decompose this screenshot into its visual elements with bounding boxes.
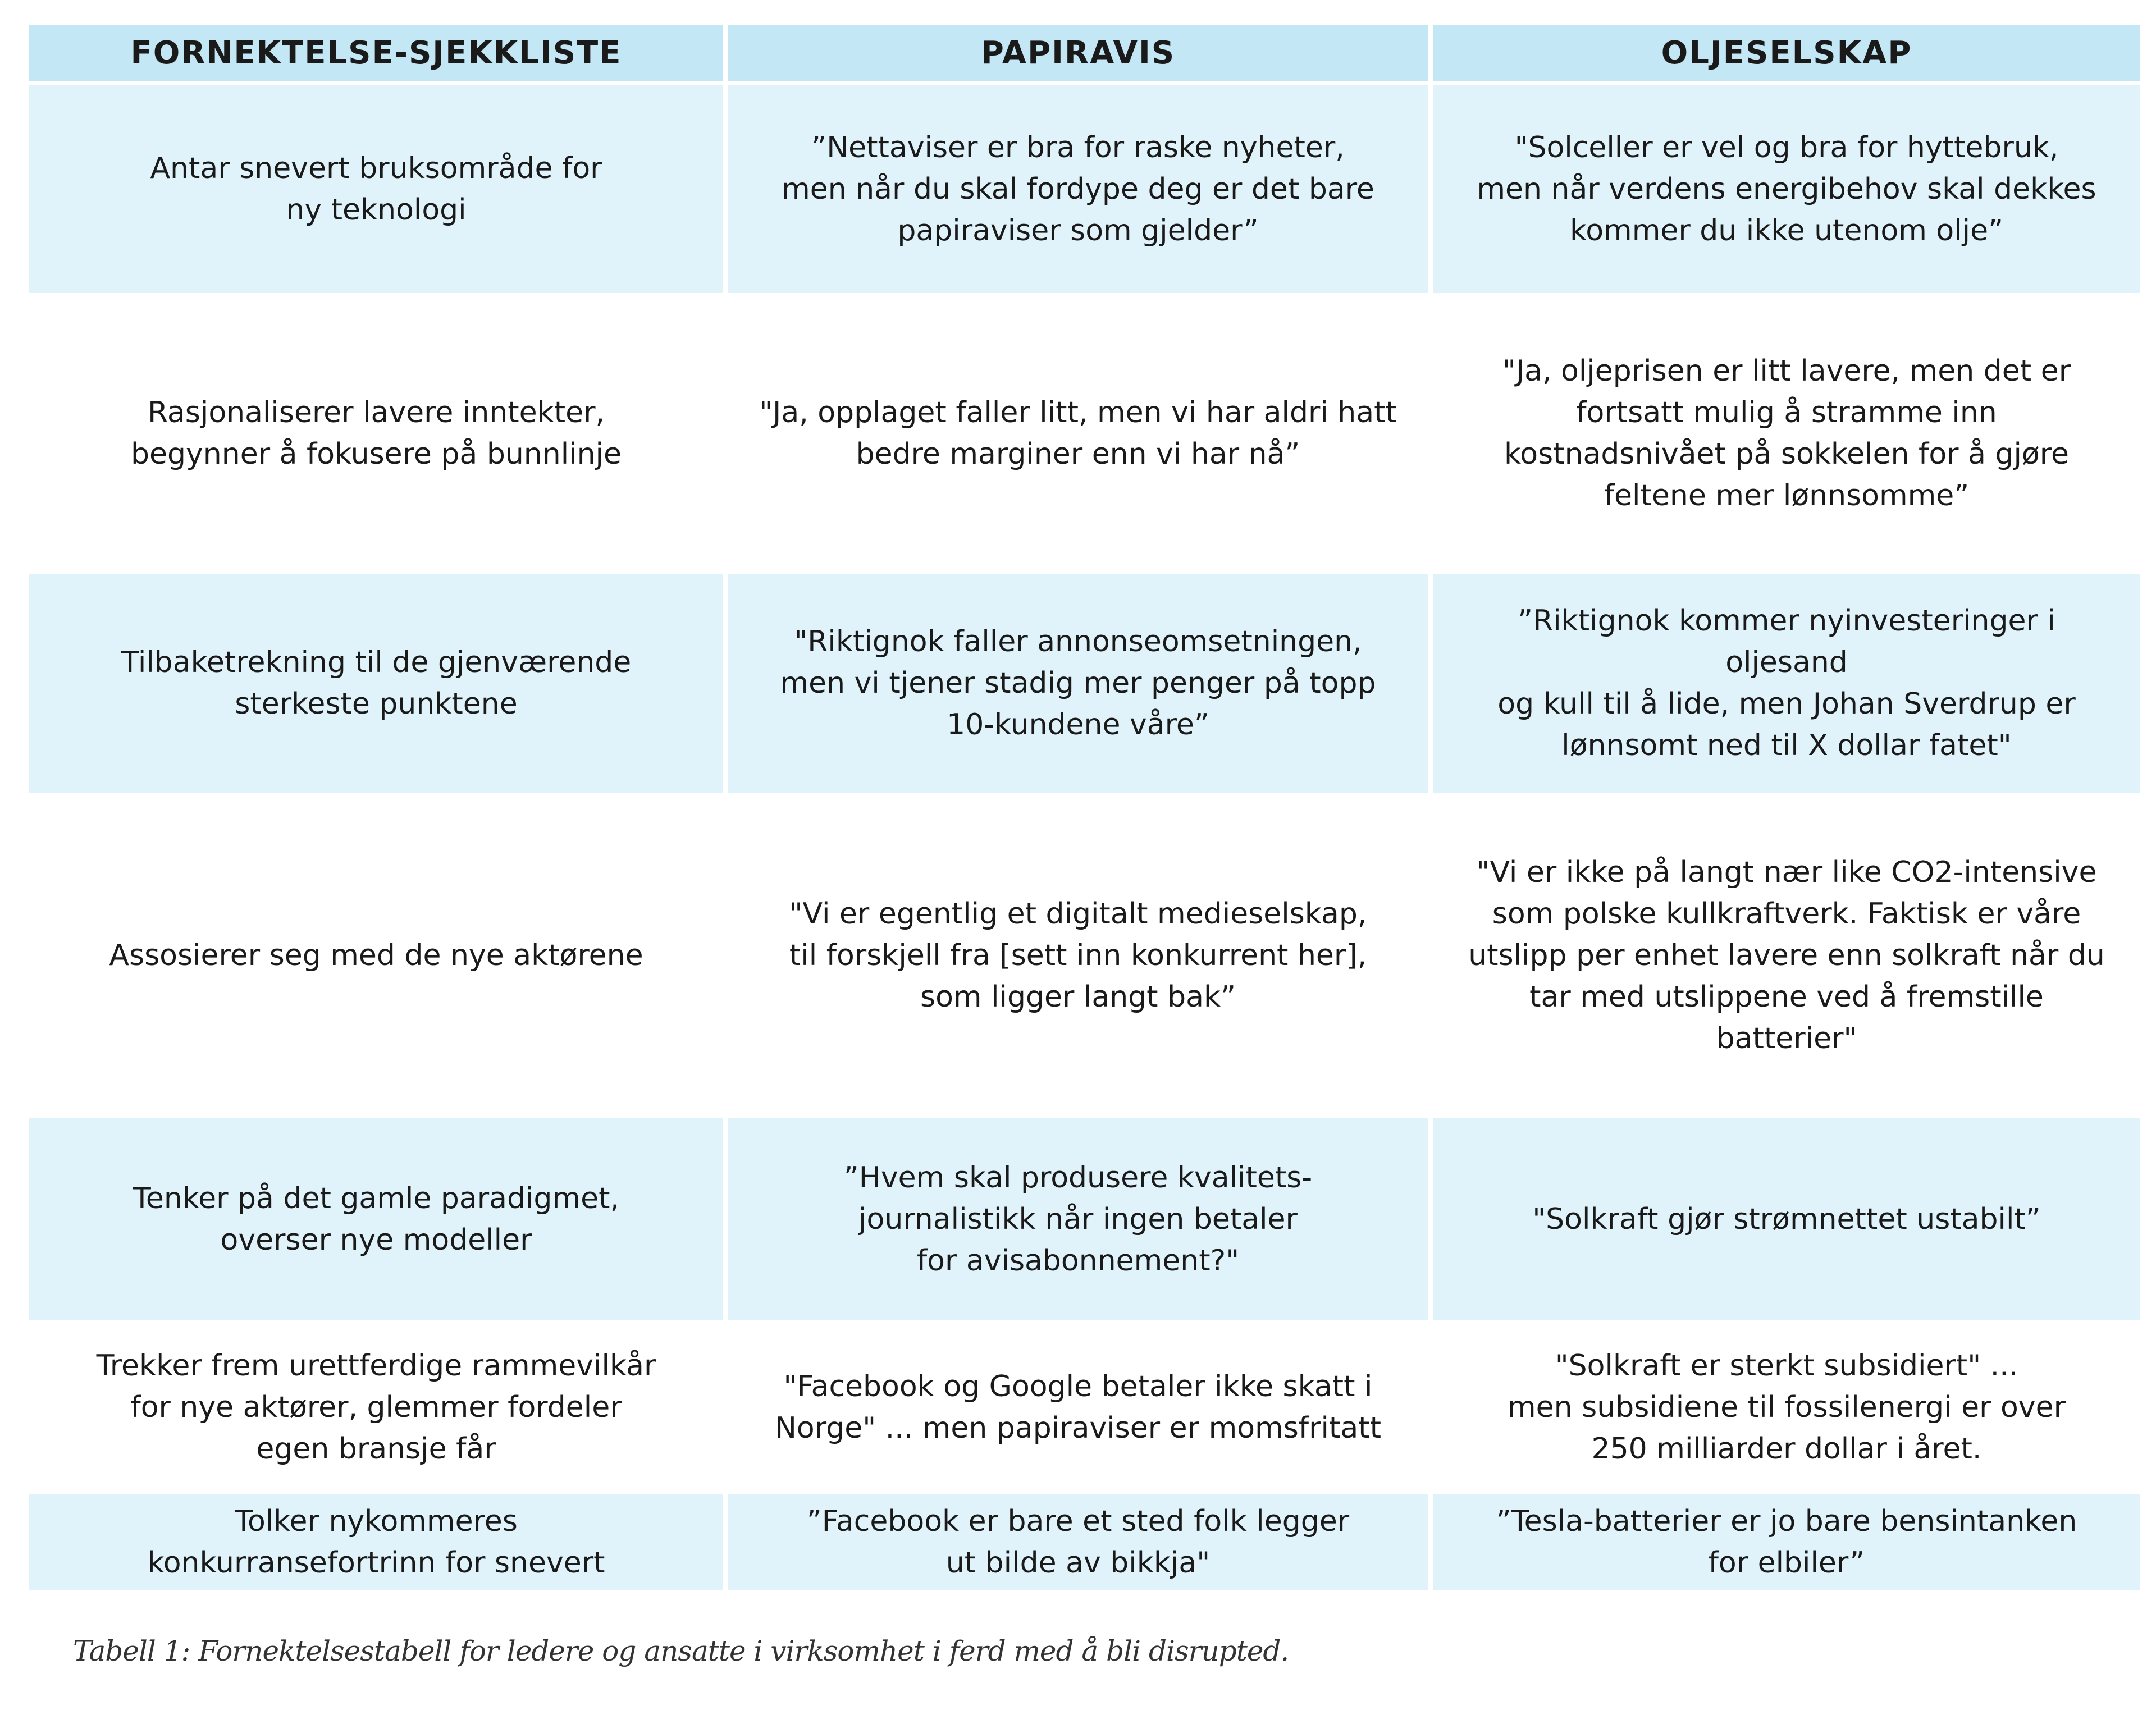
header-checklist: FORNEKTELSE-SJEKKLISTE — [29, 25, 723, 85]
checklist-cell: Trekker frem urettferdige rammevilkår for nye aktører, glemmer fordeler egen bransje får — [29, 1320, 723, 1494]
table-row — [29, 793, 2140, 1118]
checklist-cell: Tilbaketrekning til de gjenværende sterkeste punktene — [29, 574, 723, 793]
oil-cell: "Vi er ikke på langt nær like CO2-intensive som polske kullkraftverk. Faktisk er våre utslipp per enhet lavere enn solkraft når du tar med utslippene ved å fremstille batterier" — [1433, 793, 2140, 1118]
table-row — [29, 574, 2140, 793]
oil-cell: ”Riktignok kommer nyinvesteringer i oljesand og kull til å lide, men Johan Sverdrup er lønnsomt ned til X dollar fatet" — [1433, 574, 2140, 793]
checklist-cell: Tenker på det gamle paradigmet, overser nye modeller — [29, 1118, 723, 1320]
checklist-cell: Rasjonaliserer lavere inntekter, begynner å fokusere på bunnlinje — [29, 293, 723, 574]
header-oil-company: OLJESELSKAP — [1433, 25, 2140, 85]
newspaper-cell: ”Nettaviser er bra for raske nyheter, men når du skal fordype deg er det bare papiraviser som gjelder” — [728, 85, 1428, 293]
header-row — [29, 25, 2140, 85]
newspaper-cell: "Vi er egentlig et digitalt medieselskap, til forskjell fra [sett inn konkurrent her], som ligger langt bak” — [728, 793, 1428, 1118]
oil-cell: ”Tesla-batterier er jo bare bensintanken for elbiler” — [1433, 1494, 2140, 1590]
table-caption: Tabell 1: Fornektelsestabell for ledere og ansatte i virksomhet i ferd med å bli disrupted. — [73, 1635, 1289, 1667]
checklist-cell: Assosierer seg med de nye aktørene — [29, 793, 723, 1118]
table-row — [29, 293, 2140, 574]
header-newspaper: PAPIRAVIS — [728, 25, 1428, 85]
newspaper-cell: ”Hvem skal produsere kvalitets- journalistikk når ingen betaler for avisabonnement?" — [728, 1118, 1428, 1320]
newspaper-cell: ”Facebook er bare et sted folk legger ut bilde av bikkja" — [728, 1494, 1428, 1590]
denial-checklist-table — [25, 25, 2145, 1590]
newspaper-cell: "Riktignok faller annonseomsetningen, men vi tjener stadig mer penger på topp 10-kundene våre” — [728, 574, 1428, 793]
newspaper-cell: "Facebook og Google betaler ikke skatt i Norge" ... men papiraviser er momsfritatt — [728, 1320, 1428, 1494]
table-row — [29, 85, 2140, 293]
newspaper-cell: "Ja, opplaget faller litt, men vi har aldri hatt bedre marginer enn vi har nå” — [728, 293, 1428, 574]
oil-cell: "Solkraft er sterkt subsidiert" ... men subsidiene til fossilenergi er over 250 milliarder dollar i året. — [1433, 1320, 2140, 1494]
checklist-cell: Antar snevert bruksområde for ny teknologi — [29, 85, 723, 293]
table-row — [29, 1320, 2140, 1494]
table-row — [29, 1118, 2140, 1320]
checklist-cell: Tolker nykommeres konkurransefortrinn for snevert — [29, 1494, 723, 1590]
oil-cell: "Solceller er vel og bra for hyttebruk, men når verdens energibehov skal dekkes kommer du ikke utenom olje” — [1433, 85, 2140, 293]
oil-cell: "Solkraft gjør strømnettet ustabilt” — [1433, 1118, 2140, 1320]
table-row — [29, 1494, 2140, 1590]
oil-cell: "Ja, oljeprisen er litt lavere, men det er fortsatt mulig å stramme inn kostnadsnivået på sokkelen for å gjøre feltene mer lønnsomme” — [1433, 293, 2140, 574]
